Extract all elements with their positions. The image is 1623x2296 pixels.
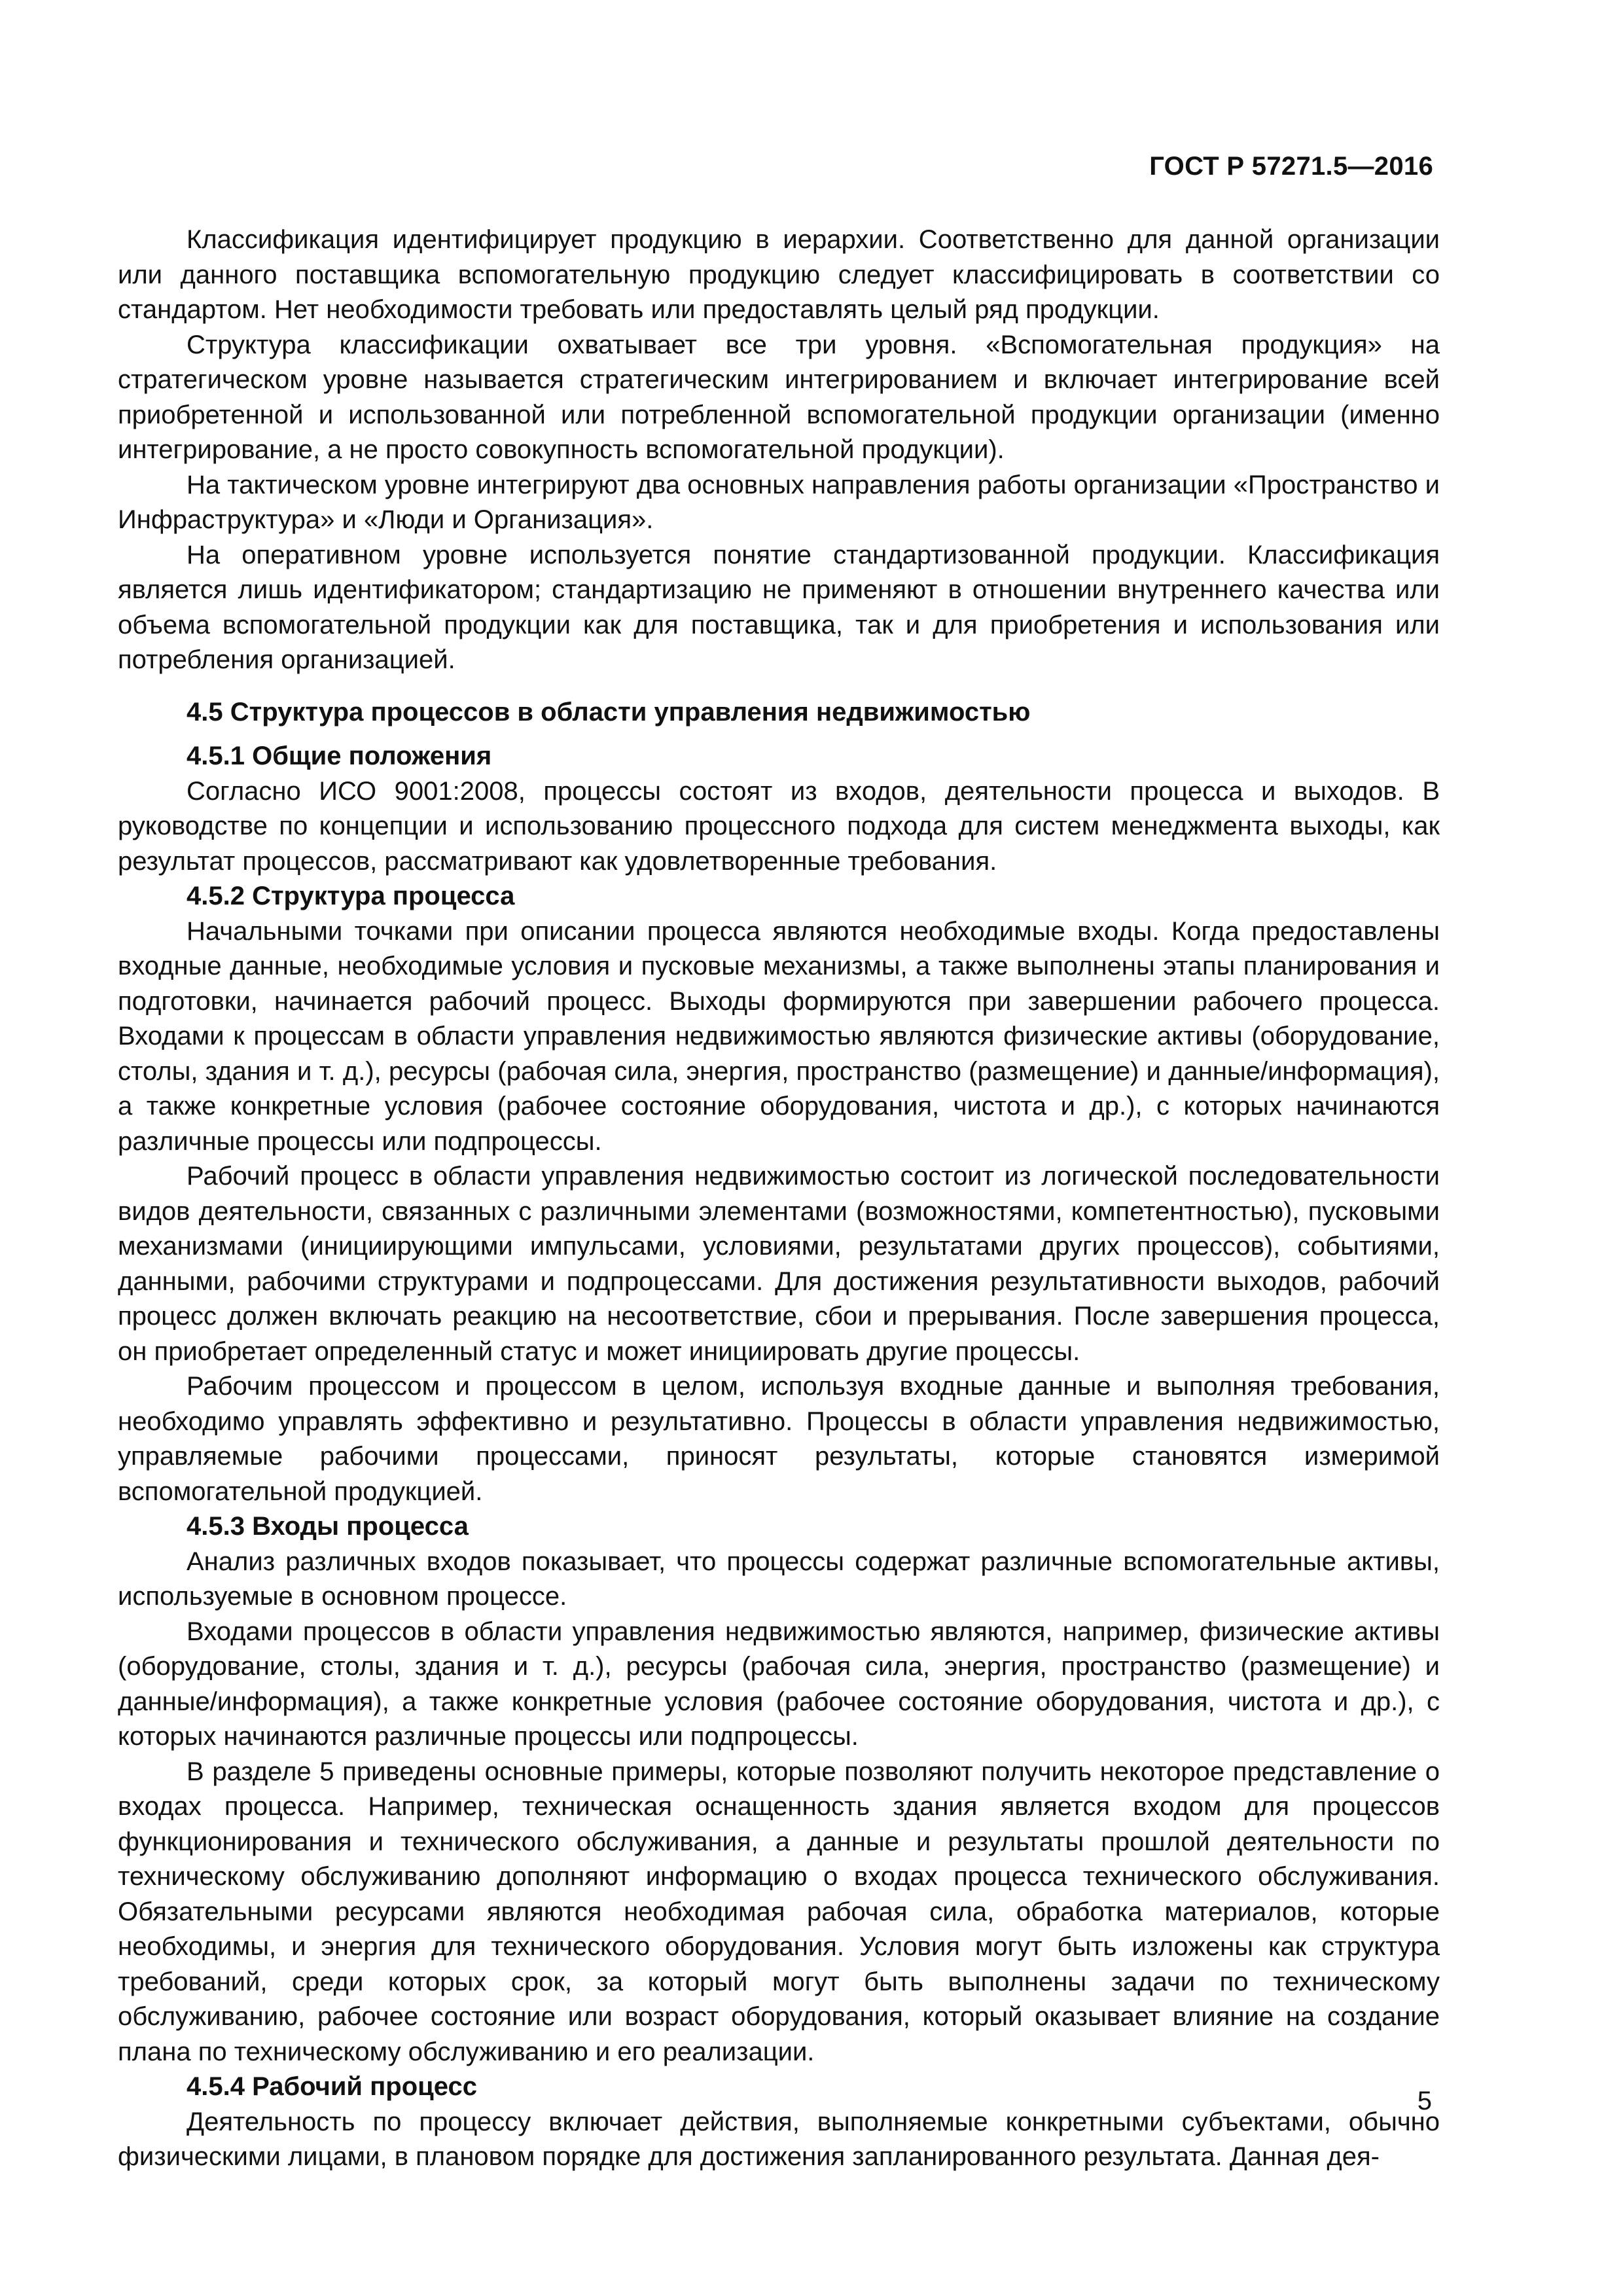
subsection-heading-4-5-4: 4.5.4 Рабочий процесс [187,2072,477,2101]
section-heading-4-5: 4.5 Структура процессов в области управления недвижимостью [187,697,1031,726]
document-body [118,223,1440,2175]
paragraph-classification-hierarchy: Классификация идентифицирует продукцию в иерархии. Соответственно для данной организации или данного поставщика вспомогательную продукцию следует классифицировать в соответствии со стандартом. Нет необходимости требовать или предоставлять целый ряд продукции. [118,225,1440,324]
paragraph-4-5-1: Согласно ИСО 9001:2008, процессы состоят из входов, деятельности процесса и выходов. В руководстве по концепции и использованию процессного подхода для систем менеджмента выходы, как результат процессов, рассматривают как удовлетворенные требования. [118,776,1440,876]
paragraph-operational-level: На оперативном уровне используется понятие стандартизованной продукции. Классификация является лишь идентификатором; стандартизацию не применяют в отношении внутреннего качества или объема вспомогательной продукции как для поставщика, так и для приобретения и использования или потребления организацией. [118,540,1440,674]
paragraph-4-5-2-b: Рабочий процесс в области управления недвижимостью состоит из логической последовательности видов деятельности, связанных с различными элементами (возможностями, компетентностью), пусковыми механизмами (инициирующими импульсами, условиями, результатами других процессов), событиями, данными, рабочими структурами и подпроцессами. Для достижения результативности выходов, рабочий процесс должен включать реакцию на несоответствие, сбои и прерывания. После завершения процесса, он приобретает определенный статус и может инициировать другие процессы. [118,1162,1440,1366]
paragraph-classification-structure: Структура классификации охватывает все три уровня. «Вспомогательная продукция» на стратегическом уровне называется стратегическим интегрированием и включает интегрирование всей приобретенной и использованной или потребленной вспомогательной продукции организации (именно интегрирование, а не просто совокупность вспомогательной продукции). [118,330,1440,464]
paragraph-4-5-3-c: В разделе 5 приведены основные примеры, которые позволяют получить некоторое представление о входах процесса. Например, техническая оснащенность здания является входом для процессов функционирования и технического обслуживания, а данные и результаты прошлой деятельности по техническому обслуживанию дополняют информацию о входах процесса технического обслуживания. Обязательными ресурсами являются необходимая рабочая сила, обработка материалов, которые необходимы, и энергия для технического оборудования. Условия могут быть изложены как структура требований, среди которых срок, за который могут быть выполнены задачи по техническому обслуживанию, рабочее состояние или возраст оборудования, который оказывает влияние на создание плана по техническому обслуживанию и его реализации. [118,1757,1440,2066]
subsection-heading-4-5-1: 4.5.1 Общие положения [187,742,492,770]
paragraph-4-5-2-a: Начальными точками при описании процесса являются необходимые входы. Когда предоставлены входные данные, необходимые условия и пусковые механизмы, а также выполнены этапы планирования и подготовки, начинается рабочий процесс. Выходы формируются при завершении рабочего процесса. Входами к процессам в области управления недвижимостью являются физические активы (оборудование, столы, здания и т. д.), ресурсы (рабочая сила, энергия, пространство (размещение) и данные/информация), а также конкретные условия (рабочее состояние оборудования, чистота и др.), с которых начинаются различные процессы или подпроцессы. [118,916,1440,1156]
document-code-header: ГОСТ Р 57271.5—2016 [1149,152,1433,181]
subsection-heading-4-5-2: 4.5.2 Структура процесса [187,882,515,910]
paragraph-4-5-4-a: Деятельность по процессу включает действия, выполняемые конкретными субъектами, обычно физическими лицами, в плановом порядке для достижения запланированного результата. Данная дея- [118,2107,1440,2171]
subsection-heading-4-5-3: 4.5.3 Входы процесса [187,1512,469,1541]
page-number: 5 [1417,2087,1432,2115]
paragraph-4-5-3-a: Анализ различных входов показывает, что процессы содержат различные вспомогательные активы, используемые в основном процессе. [118,1547,1440,1611]
paragraph-tactical-level: На тактическом уровне интегрируют два основных направления работы организации «Пространство и Инфраструктура» и «Люди и Организация». [118,470,1440,534]
paragraph-4-5-2-c: Рабочим процессом и процессом в целом, используя входные данные и выполняя требования, необходимо управлять эффективно и результативно. Процессы в области управления недвижимостью, управляемые рабочими процессами, приносят результаты, которые становятся измеримой вспомогательной продукцией. [118,1372,1440,1506]
paragraph-4-5-3-b: Входами процессов в области управления недвижимостью являются, например, физические активы (оборудование, столы, здания и т. д.), ресурсы (рабочая сила, энергия, пространство (размещение) и данные/информация), а также конкретные условия (рабочее состояние оборудования, чистота и др.), с которых начинаются различные процессы или подпроцессы. [118,1617,1440,1751]
